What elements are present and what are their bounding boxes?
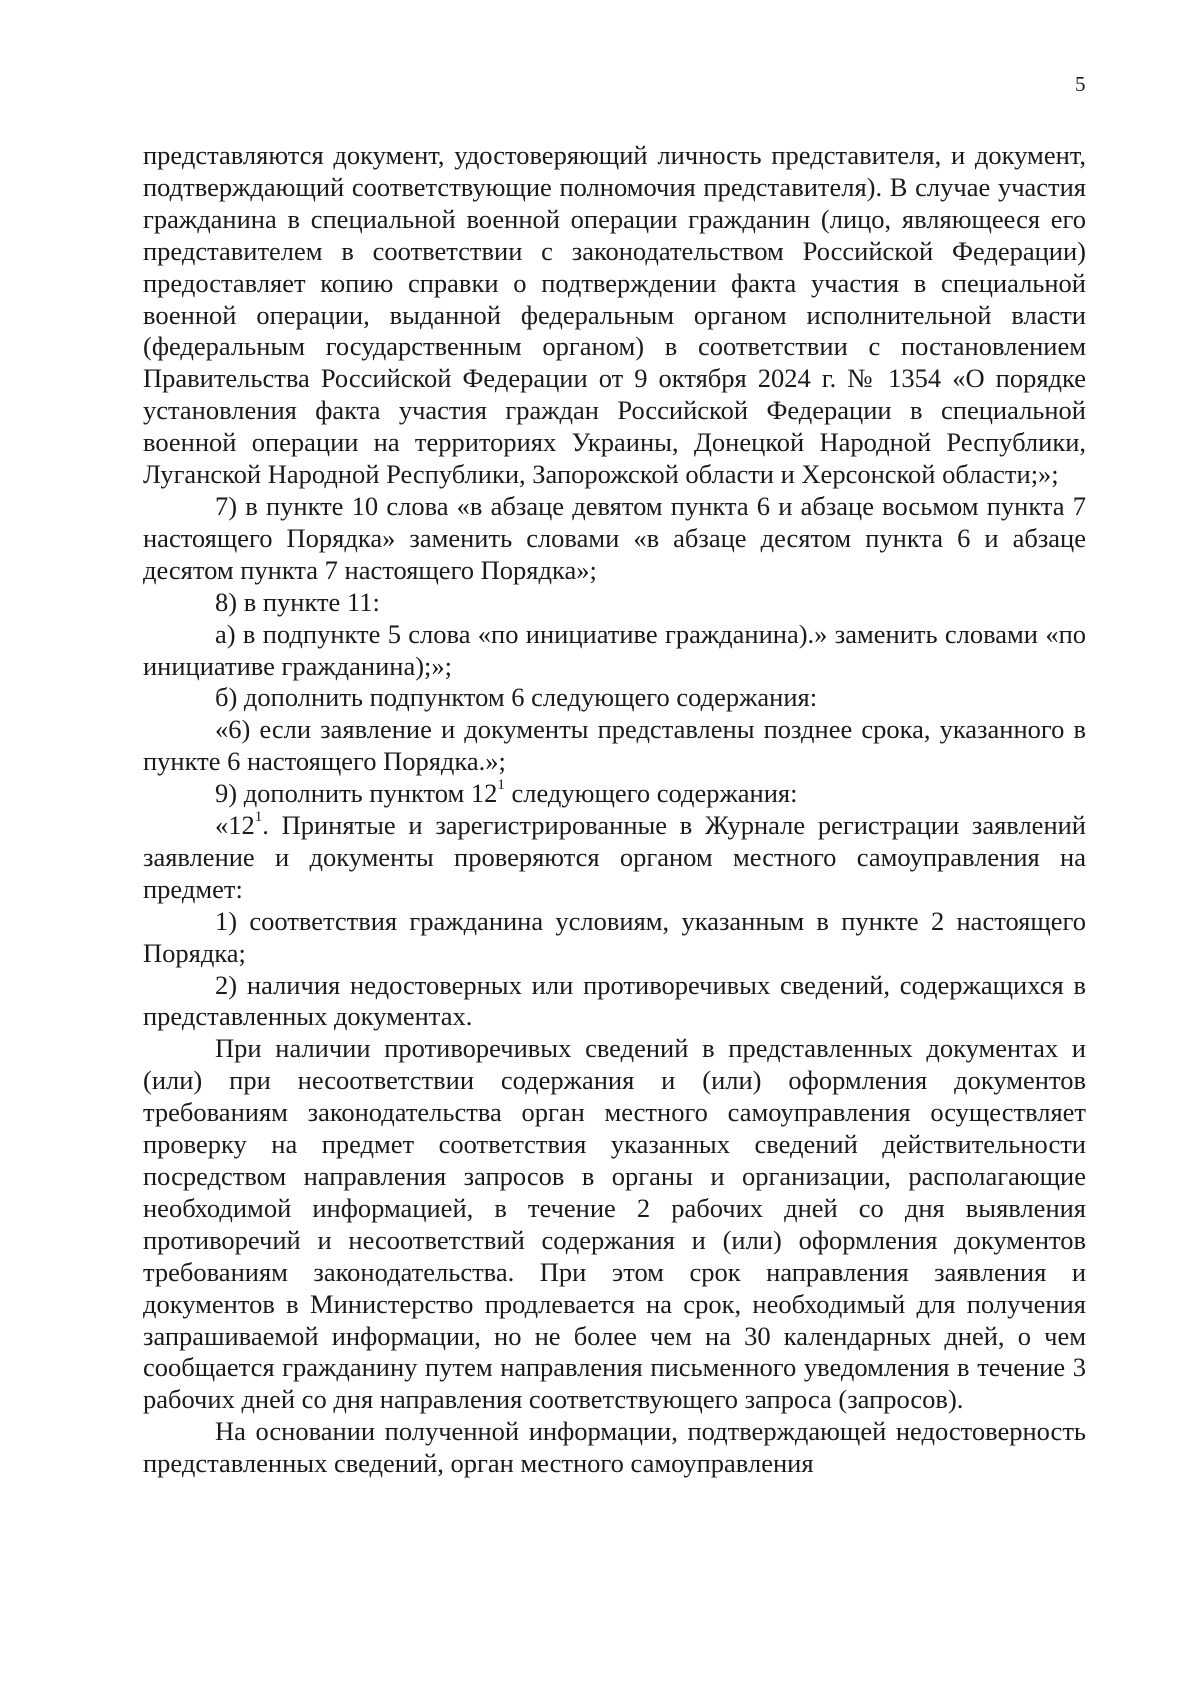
document-body: [143, 140, 1086, 1480]
paragraph: представляются документ, удостоверяющий личность представителя, и документ, подтверждающий соответствующие полномочия представителя). В случае участия гражданина в специальной военной операции гражданин (лицо, являющееся его представителем в соответствии с законодательством Российской Федерации) предоставляет копию справки о подтверждении факта участия в специальной военной операции, выданной федеральным органом исполнительной власти (федеральным государственным органом) в соответствии с постановлением Правительства Российской Федерации от 9 октября 2024 г. № 1354 «О порядке установления факта участия граждан Российской Федерации в специальной военной операции на территориях Украины, Донецкой Народной Республики, Луганской Народной Республики, Запорожской области и Херсонской области;»;: [143, 140, 1086, 490]
paragraph: 7) в пункте 10 слова «в абзаце девятом пункта 6 и абзаце восьмом пункта 7 настоящего Порядка» заменить словами «в абзаце десятом пункта 6 и абзаце десятом пункта 7 настоящего Порядка»;: [143, 490, 1086, 585]
paragraph-text: следующего содержания:: [504, 778, 798, 809]
paragraph: [143, 810, 1086, 906]
paragraph: а) в подпункте 5 слова «по инициативе гражданина).» заменить словами «по инициативе гражданина);»;: [143, 618, 1086, 681]
paragraph-text: . Принятые и зарегистрированные в Журнале регистрации заявлений заявление и документы проверяются органом местного самоуправления на предмет:: [143, 810, 1086, 904]
paragraph: [143, 778, 1086, 810]
page-number: 5: [1075, 72, 1086, 96]
paragraph: «6) если заявление и документы представлены позднее срока, указанного в пункте 6 настоящего Порядка.»;: [143, 714, 1086, 777]
paragraph-text: «12: [215, 810, 255, 841]
superscript: 1: [497, 777, 505, 794]
list-item: 2) наличия недостоверных или противоречивых сведений, содержащихся в представленных документах.: [143, 969, 1086, 1032]
paragraph: 8) в пункте 11:: [215, 586, 380, 617]
paragraph: На основании полученной информации, подтверждающей недостоверность представленных сведений, орган местного самоуправления: [143, 1416, 1086, 1479]
paragraph: При наличии противоречивых сведений в представленных документах и (или) при несоответствии содержания и (или) оформления документов требованиям законодательства орган местного самоуправления осуществляет проверку на предмет соответствия указанных сведений действительности посредством направления запросов в органы и организации, располагающие необходимой информацией, в течение 2 рабочих дней со дня выявления противоречий и несоответствий содержания и (или) оформления документов требованиям законодательства. При этом срок направления заявления и документов в Министерство продлевается на срок, необходимый для получения запрашиваемой информации, но не более чем на 30 календарных дней, о чем сообщается гражданину путем направления письменного уведомления в течение 3 рабочих дней со дня направления соответствующего запроса (запросов).: [143, 1033, 1086, 1415]
list-item: 1) соответствия гражданина условиям, указанным в пункте 2 настоящего Порядка;: [143, 905, 1086, 968]
paragraph-text: 9) дополнить пунктом 12: [215, 778, 498, 809]
superscript: 1: [254, 809, 263, 826]
paragraph: б) дополнить подпунктом 6 следующего содержания:: [215, 682, 818, 713]
